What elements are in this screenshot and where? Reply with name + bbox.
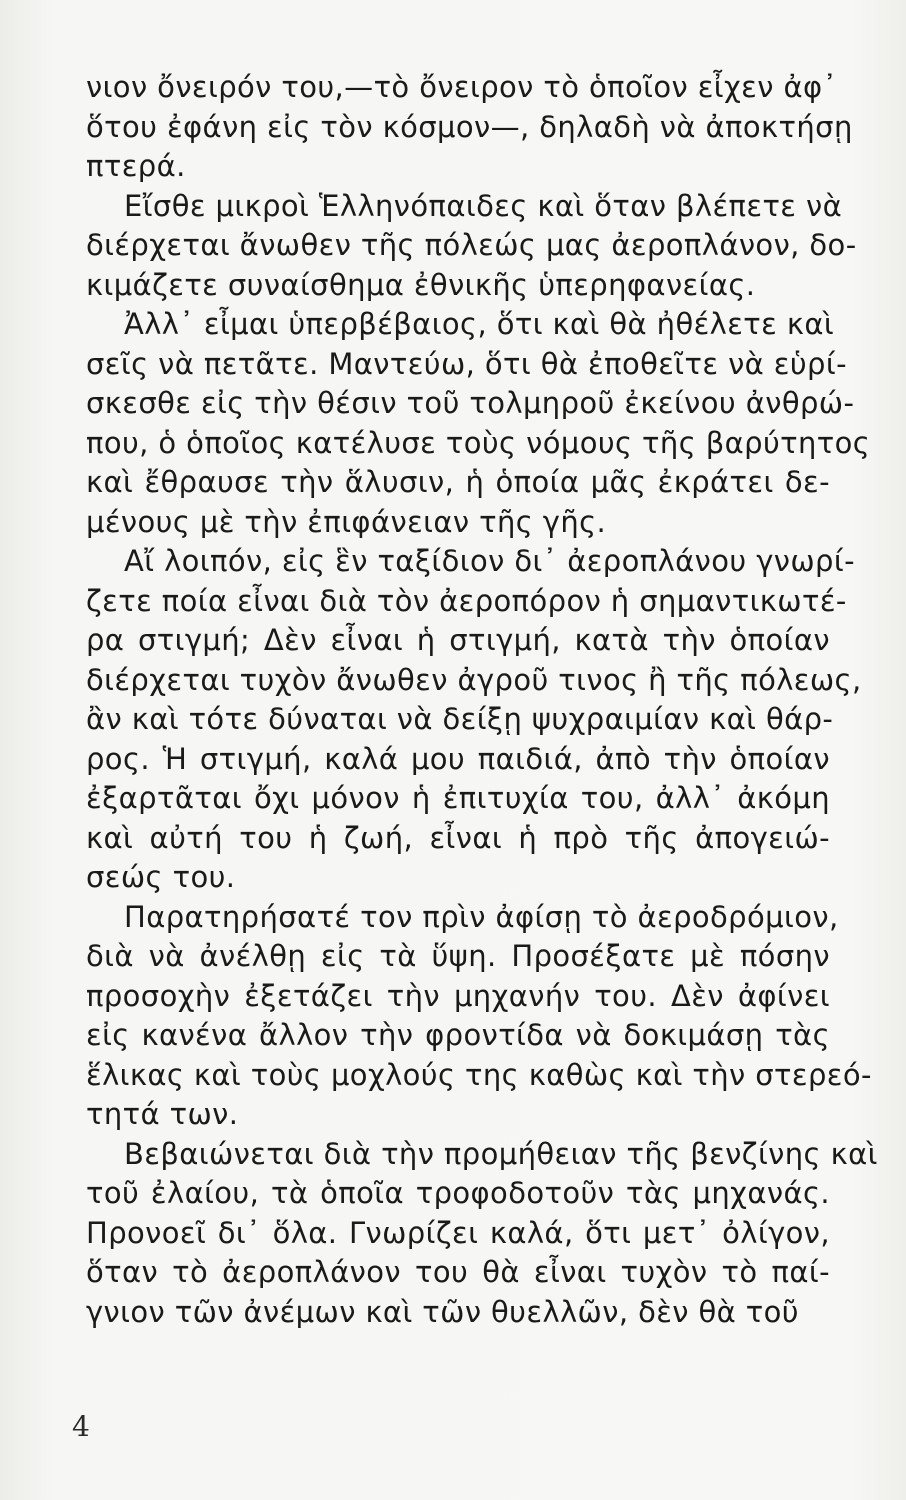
paragraph: [86, 305, 871, 542]
text-line: ρος. Ἡ στιγμή, καλά μου παιδιά, ἀπὸ τὴν ὁποίαν: [86, 741, 830, 776]
text-line: ἕλικας καὶ τοὺς μοχλούς της καθὼς καὶ τὴν στερεό-: [86, 1057, 872, 1092]
text-line: σεῖς νὰ πετᾶτε. Μαντεύω, ὅτι θὰ ἐποθεῖτε νὰ εὑρί-: [86, 346, 847, 381]
text-line: διὰ νὰ ἀνέλθῃ εἰς τὰ ὕψη. Προσέξατε μὲ πόσην: [86, 939, 830, 973]
text-line: που, ὁ ὁποῖος κατέλυσε τοὺς νόμους τῆς βαρύτητος: [86, 425, 871, 460]
text-line: Αἴ λοιπόν, εἰς ἓν ταξίδιον δι᾽ ἀεροπλάνου γνωρί-: [124, 544, 855, 578]
text-line: προσοχὴν ἐξετάζει τὴν μηχανήν του. Δὲν ἀφίνει: [86, 978, 830, 1013]
page-number: 4: [72, 1410, 90, 1443]
text-line: ρα στιγμή; Δὲν εἶναι ἡ στιγμή, κατὰ τὴν ὁποίαν: [86, 623, 830, 657]
text-line: τοῦ ἐλαίου, τὰ ὁποῖα τροφοδοτοῦν τὰς μηχανάς.: [86, 1176, 830, 1210]
text-line: διέρχεται τυχὸν ἄνωθεν ἀγροῦ τινος ἢ τῆς πόλεως,: [86, 662, 862, 697]
text-line: καὶ ἔθραυσε τὴν ἅλυσιν, ἡ ὁποία μᾶς ἐκράτει δε-: [86, 465, 830, 499]
text-line: Προνοεῖ δι᾽ ὅλα. Γνωρίζει καλά, ὅτι μετ᾽ ὀλίγον,: [86, 1215, 830, 1250]
text-line: ζετε ποία εἶναι διὰ τὸν ἀεροπόρον ἡ σημαντικωτέ-: [86, 583, 847, 618]
text-line: σκεσθε εἰς τὴν θέσιν τοῦ τολμηροῦ ἐκείνου ἀνθρώ-: [86, 386, 855, 420]
text-line: γνιον τῶν ἀνέμων καὶ τῶν θυελλῶν, δὲν θὰ τοῦ: [86, 1294, 799, 1329]
text-line: καὶ αὐτή του ἡ ζωή, εἶναι ἡ πρὸ τῆς ἀπογειώ-: [86, 820, 830, 855]
text-line: νιον ὄνειρόν του,—τὸ ὄνειρον τὸ ὁποῖον εἶχεν ἀφ᾽: [86, 70, 838, 104]
text-line: ὅτου ἐφάνη εἰς τὸν κόσμον—, δηλαδὴ νὰ ἀποκτήσῃ: [86, 109, 853, 144]
paragraph: [86, 1135, 878, 1333]
text-line: ἐξαρτᾶται ὄχι μόνον ἡ ἐπιτυχία του, ἀλλ᾽ ἀκόμη: [86, 781, 830, 815]
text-line: διέρχεται ἄνωθεν τῆς πόλεώς μας ἀεροπλάνον, δο-: [86, 228, 857, 262]
text-line: Εἴσθε μικροὶ Ἑλληνόπαιδες καὶ ὅταν βλέπετε νὰ: [124, 188, 843, 223]
paragraph: [86, 542, 862, 898]
text-line: κιμάζετε συναίσθημα ἐθνικῆς ὑπερηφανείας.: [86, 267, 756, 302]
paragraph: [86, 187, 857, 306]
paragraph: [86, 898, 872, 1135]
text-line: ἂν καὶ τότε δύναται νὰ δείξῃ ψυχραιμίαν καὶ θάρ-: [86, 702, 834, 736]
text-line: Παρατηρήσατέ τον πρὶν ἀφίσῃ τὸ ἀεροδρόμιον,: [124, 899, 839, 934]
text-line: τητά των.: [86, 1097, 239, 1131]
text-line: πτερά.: [86, 149, 186, 183]
text-line: σεώς του.: [86, 860, 236, 894]
text-line: Βεβαιώνεται διὰ τὴν προμήθειαν τῆς βενζίνης καὶ: [124, 1136, 878, 1171]
text-line: ὅταν τὸ ἀεροπλάνον του θὰ εἶναι τυχὸν τὸ παί-: [86, 1255, 830, 1289]
paragraph: [86, 68, 853, 187]
text-line: Ἀλλ᾽ εἶμαι ὑπερβέβαιος, ὅτι καὶ θὰ ἠθέλετε καὶ: [124, 307, 835, 341]
body-text: [86, 68, 878, 1332]
text-line: εἰς κανένα ἄλλον τὴν φροντίδα νὰ δοκιμάσῃ τὰς: [86, 1018, 830, 1052]
text-line: μένους μὲ τὴν ἐπιφάνειαν τῆς γῆς.: [86, 504, 607, 539]
